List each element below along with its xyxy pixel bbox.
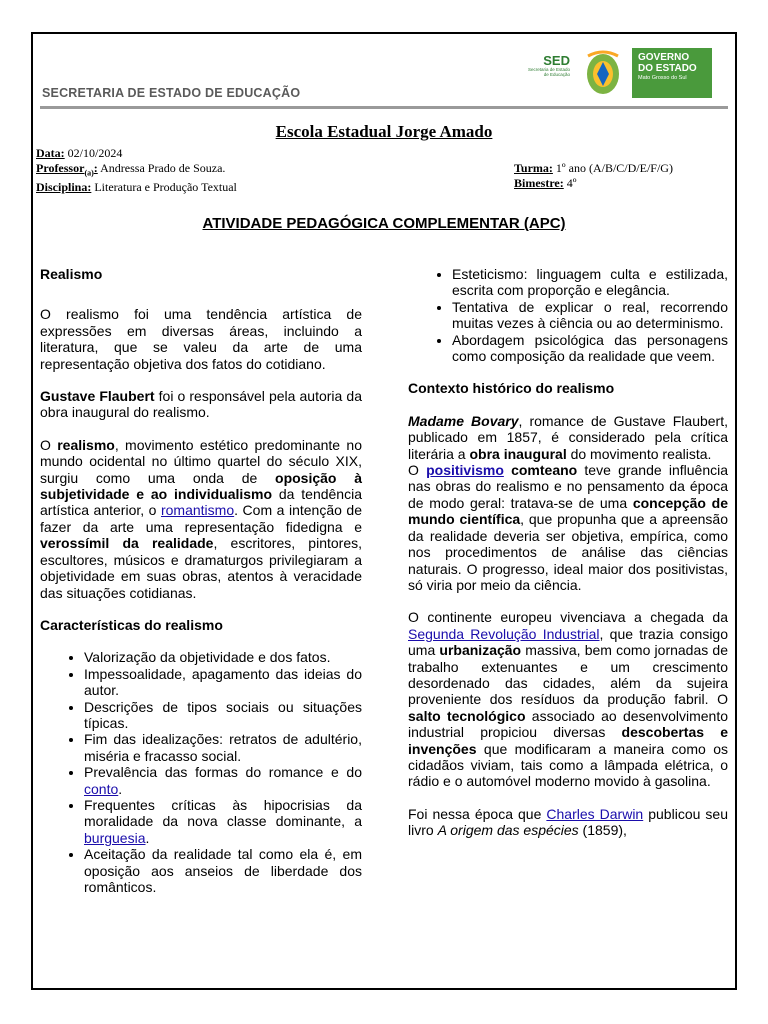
list-item: • Abordagem psicológica das personagens como composição da realidade que veem. <box>452 332 728 365</box>
left-column <box>40 266 362 895</box>
gov-line1: GOVERNO <box>638 52 690 63</box>
gov-line3: Mato Grosso do Sul <box>638 75 687 81</box>
heading-caracteristicas: Características do realismo <box>40 616 223 633</box>
sed-subtitle-2: de Educação <box>543 72 570 77</box>
characteristics-list <box>40 649 362 895</box>
sed-logo-text: SED <box>543 53 570 68</box>
paragraph-revolucao: O continente europeu vivenciava a chegada da Segunda Revolução Industrial, que trazia consigo uma urbanização massiva, bem como jornadas de trabalho extenuantes e um crescimento desordenado das cidades, além da sujeira proveniente dos resíduos da produção fabril. O salto tecnológico associado ao desenvolvimento industrial propiciou diversas descobertas e invenções que modificaram a maneira como os cidadãos viviam, tais como a lâmpada elétrica, o rádio e o automóvel moderno movido à gasolina. <box>408 609 729 790</box>
class-row: Turma: 1º ano (A/B/C/D/E/F/G) <box>514 161 673 175</box>
school-name: Escola Estadual Jorge Amado <box>275 122 493 141</box>
list-item: • Prevalência das formas do romance e do conto. <box>84 764 362 797</box>
discipline-row: Disciplina: Literatura e Produção Textual <box>36 180 237 195</box>
link-charles-darwin[interactable]: Charles Darwin <box>546 805 644 822</box>
link-conto[interactable]: conto <box>84 780 119 797</box>
gov-line2: DO ESTADO <box>638 63 697 74</box>
list-item: • Tentativa de explicar o real, recorrendo muitas vezes à ciência ou ao determinismo. <box>452 299 728 332</box>
letterhead <box>40 44 728 108</box>
link-romantismo[interactable]: romantismo <box>160 502 235 519</box>
meta-right <box>514 161 673 191</box>
list-item: • Aceitação da realidade tal como ela é, em oposição aos anseios de liberdade dos românticos. <box>84 846 362 895</box>
sed-logo <box>518 54 570 77</box>
heading-realismo: Realismo <box>40 266 103 282</box>
characteristics-list-continued <box>408 266 728 364</box>
paragraph-flaubert: Gustave Flaubert foi o responsável pela autoria da obra inaugural do realismo. <box>40 388 362 421</box>
activity-title: ATIVIDADE PEDAGÓGICA COMPLEMENTAR (APC) <box>202 215 566 232</box>
paragraph-bovary: Madame Bovary, romance de Gustave Flaubert, publicado em 1857, é considerado pela crítica literária a obra inaugural do movimento realista. <box>408 412 728 462</box>
list-item: • Fim das idealizações: retratos de adultério, miséria e fracasso social. <box>84 731 362 764</box>
link-segunda-revolucao[interactable]: Segunda Revolução Industrial <box>408 625 600 642</box>
right-column <box>408 266 728 839</box>
bimester-row: Bimestre: 4º <box>514 176 577 190</box>
paragraph-positivismo: O positivismo comteano teve grande influência nas obras do realismo e no pensamento da época de modo geral: tratava-se de uma concepção de mundo científica, que propunha que a apreensão da realidade deveria ser objetiva, empírica, como nos procedimentos de análise das ciências naturais. O progresso, ideal maior dos positivistas, só viria por meio da ciência. <box>408 462 729 593</box>
date-row: Data: 02/10/2024 <box>36 146 123 160</box>
header-divider <box>40 106 728 109</box>
list-item: • Impessoalidade, apagamento das ideias do autor. <box>84 666 362 699</box>
secretaria-title: SECRETARIA DE ESTADO DE EDUCAÇÃO <box>42 86 301 100</box>
sed-subtitle-1: Secretaria de Estado <box>527 67 570 72</box>
state-crest-icon <box>582 48 624 98</box>
list-item: • Esteticismo: linguagem culta e estilizada, escrita com proporção e elegância. <box>452 266 728 299</box>
heading-contexto: Contexto histórico do realismo <box>408 380 615 397</box>
list-item: • Frequentes críticas às hipocrisias da moralidade da nova classe dominante, a burguesia. <box>84 797 362 846</box>
list-item: • Valorização da objetividade e dos fatos. <box>84 649 362 665</box>
governo-logo <box>632 48 712 98</box>
link-positivismo[interactable]: positivismo <box>426 462 504 479</box>
paragraph-darwin: Foi nessa época que Charles Darwin publicou seu livro A origem das espécies (1859), <box>408 805 728 839</box>
list-item: • Descrições de tipos sociais ou situações típicas. <box>84 699 362 732</box>
meta-left <box>36 146 237 195</box>
link-burguesia[interactable]: burguesia <box>84 829 146 846</box>
paragraph-realismo: O realismo, movimento estético predominante no mundo ocidental no último quartel do século XIX, surgiu como uma onda de oposição à subjetividade e ao individualismo da tendência artística anterior, o romantismo. Com a intenção de fazer da arte uma representação fidedigna e verossímil da realidade, escritores, pintores, escultores, músicos e dramaturgos privilegiaram a objetividade em suas obras, atentos à veracidade das situações cotidianas. <box>40 436 363 601</box>
teacher-row: Professor$_{(a)}$: Andressa Prado de Souza. <box>36 161 226 178</box>
paragraph-intro: O realismo foi uma tendência artística de expressões em diversas áreas, incluindo a literatura, que se valeu da arte de uma representação objetiva dos fatos do cotidiano. <box>40 306 362 372</box>
